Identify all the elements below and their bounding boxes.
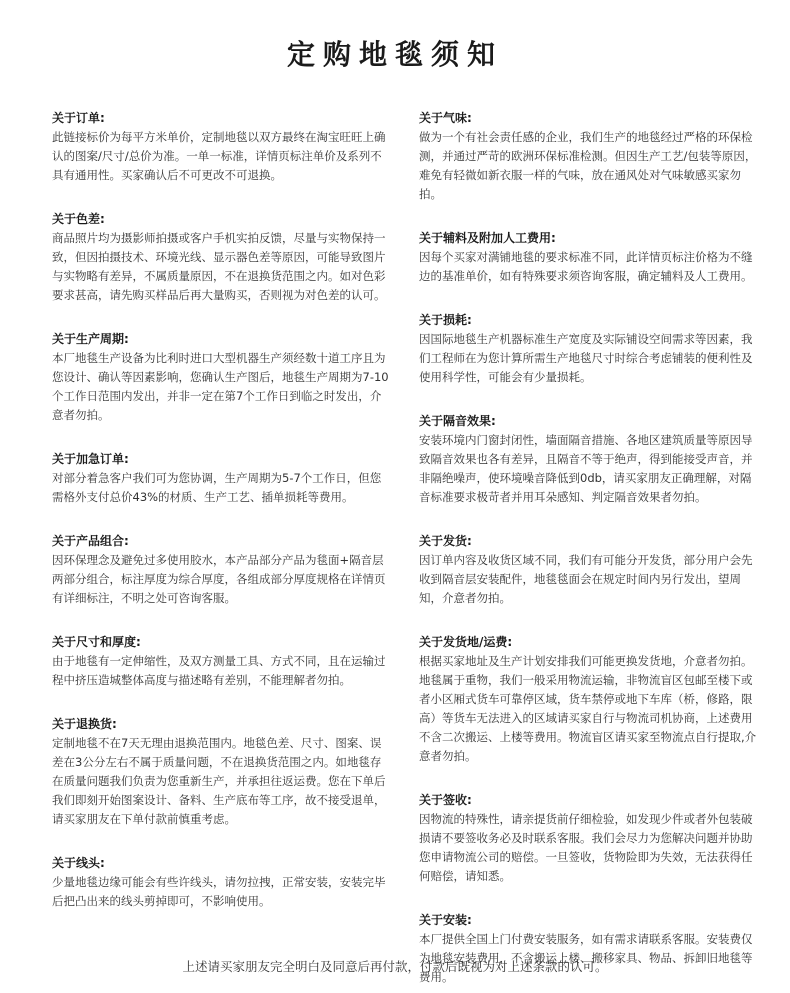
section-body: 根据买家地址及生产计划安排我们可能更换发货地，介意者勿拍。地毯属于重物，我们一般采用物流运输，非物流盲区包邮至楼下或者小区厢式货车可靠停区域，货车禁停或地下车库（桥，修路，限高）等货车无法进入的区域请买家自行与物流司机协商，上述费用不含二次搬运、上楼等费用。物流盲区请买家至物流点自行提取,介意者勿拍。 [419, 654, 757, 763]
section-heading: 关于辅料及附加人工费用: [419, 231, 556, 245]
section-heading: 关于线头: [52, 856, 105, 870]
section-receipt [419, 790, 759, 886]
section-heading: 关于签收: [419, 793, 472, 807]
section-body: 安装环境内门窗封闭性，墙面隔音措施、各地区建筑质量等原因导致隔音效果也各有差异，且隔音不等于绝声，得到能接受声音，并非隔绝噪声，使环境噪音降低到0db，请买家朋友正确理解，对隔音标准要求极苛者并用耳朵感知、判定隔音效果者勿拍。 [419, 433, 753, 504]
section-body: 因物流的特殊性，请亲提货前仔细检验，如发现少件或者外包装破损请不要签收务必及时联系客服。我们会尽力为您解决问题并协助您申请物流公司的赔偿。一旦签收，货物险即为失效，无法获得任何赔偿，请知悉。 [419, 812, 753, 883]
section-heading: 关于安装: [419, 913, 472, 927]
section-heading: 关于发货地/运费: [419, 635, 513, 649]
section-returns [52, 714, 392, 829]
section-body: 此链接标价为每平方米单价，定制地毯以双方最终在淘宝旺旺上确认的图案/尺寸/总价为准。一单一标准，详情页标注单价及系列不具有通用性。买家确认后不可更改不可退换。 [52, 130, 386, 182]
section-installation [419, 910, 759, 987]
section-heading: 关于退换货: [52, 717, 117, 731]
section-heading: 关于隔音效果: [419, 414, 496, 428]
section-heading: 关于尺寸和厚度: [52, 635, 141, 649]
section-heading: 关于加急订单: [52, 452, 129, 466]
section-color-difference [52, 209, 392, 305]
section-accessories-labor [419, 228, 759, 286]
right-column [419, 108, 759, 987]
section-rush-order [52, 449, 392, 507]
section-body: 因订单内容及收货区域不同，我们有可能分开发货，部分用户会先收到隔音层安装配件，地毯毯面会在规定时间内另行发出，望周知，介意者勿拍。 [419, 553, 753, 605]
section-body: 因国际地毯生产机器标准生产宽度及实际铺设空间需求等因素，我们工程师在为您计算所需生产地毯尺寸时综合考虑铺装的便利性及使用科学性，可能会有少量损耗。 [419, 332, 753, 384]
section-heading: 关于色差: [52, 212, 105, 226]
page-title: 定购地毯须知 [286, 38, 503, 71]
section-odor [419, 108, 759, 204]
left-column [52, 108, 392, 911]
section-shipping-origin-fees [419, 632, 759, 766]
section-heading: 关于生产周期: [52, 332, 129, 346]
section-body: 做为一个有社会责任感的企业，我们生产的地毯经过严格的环保检测，并通过严苛的欧洲环保标准检测。但因生产工艺/包装等原因，难免有轻微如新衣服一样的气味，放在通风处对气味敏感买家勿拍。 [419, 130, 757, 201]
section-body: 因每个买家对满铺地毯的要求标准不同，此详情页标注价格为不缝边的基准单价，如有特殊要求须咨询客服，确定辅料及人工费用。 [419, 250, 753, 283]
section-heading: 关于产品组合: [52, 534, 129, 548]
section-loose-threads [52, 853, 392, 911]
section-size-thickness [52, 632, 392, 690]
section-heading: 关于订单: [52, 111, 105, 125]
section-heading: 关于气味: [419, 111, 472, 125]
section-body: 商品照片均为摄影师拍摄或客户手机实拍反馈，尽量与实物保持一致，但因拍摄技术、环境光线、显示器色差等原因，可能导致图片与实物略有差异，不属质量原因，不在退换货范围之内。如对色彩要求甚高，请先购买样品后再大量购买，否则视为对色差的认可。 [52, 231, 386, 302]
section-body: 对部分着急客户我们可为您协调，生产周期为5-7个工作日，但您需格外支付总价43%的材质、生产工艺、插单损耗等费用。 [52, 471, 382, 504]
section-shipping [419, 531, 759, 608]
section-order [52, 108, 392, 185]
section-product-combination [52, 531, 392, 608]
section-production-cycle [52, 329, 392, 425]
section-heading: 关于发货: [419, 534, 472, 548]
section-body: 由于地毯有一定伸缩性，及双方测量工具、方式不同，且在运输过程中挤压造城整体高度与描述略有差别，不能理解者勿拍。 [52, 654, 386, 687]
section-body: 少量地毯边缘可能会有些许线头，请勿拉拽，正常安装，安装完毕后把凸出来的线头剪掉即可，不影响使用。 [52, 875, 386, 908]
section-wastage [419, 310, 759, 387]
section-heading: 关于损耗: [419, 313, 472, 327]
section-soundproofing [419, 411, 759, 507]
footer-note: 上述请买家朋友完全明白及同意后再付款，付款后既视为对上述条款的认可。 [182, 959, 608, 974]
section-body: 本厂提供全国上门付费安装服务，如有需求请联系客服。安装费仅为地毯安装费用，不含搬运上楼、搬移家具、物品、拆卸旧地毯等费用。 [419, 932, 753, 984]
section-body: 因环保理念及避免过多使用胶水，本产品部分产品为毯面+隔音层两部分组合，标注厚度为综合厚度，各组成部分厚度规格在详情页有详细标注，不明之处可咨询客服。 [52, 553, 386, 605]
section-body: 定制地毯不在7天无理由退换范围内。地毯色差、尺寸、图案、误差在3公分左右不属于质量问题，不在退换货范围之内。如地毯存在质量问题我们负责为您重新生产，并承担往返运费。您在下单后我们即刻开始图案设计、备料、生产底布等工序，故不接受退单，请买家朋友在下单付款前慎重考虑。 [52, 736, 386, 826]
section-body: 本厂地毯生产设备为比利时进口大型机器生产须经数十道工序且为您设计、确认等因素影响，您确认生产图后，地毯生产周期为7-10个工作日范围内发出，并非一定在第7个工作日到临之时发出，介意者勿拍。 [52, 351, 389, 422]
